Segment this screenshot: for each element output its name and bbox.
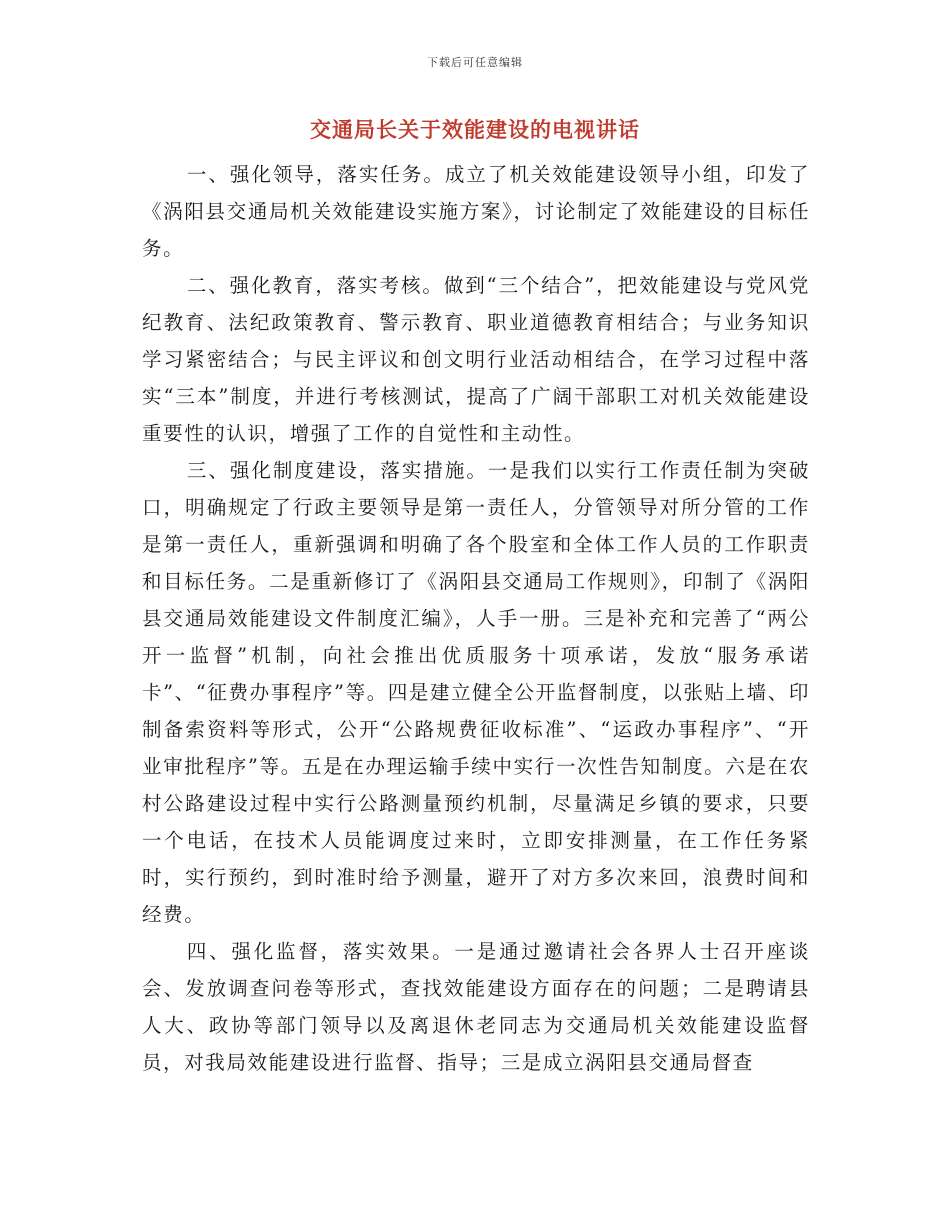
paragraph-2: 二、强化教育，落实考核。做到“三个结合”，把效能建设与党风党纪教育、法纪政策教育、警示教育、职业道德教育相结合；与业务知识学习紧密结合；与民主评议和创文明行业活动相结合，在学习过程中落实“三本”制度，并进行考核测试，提高了广阔干部职工对机关效能建设重要性的认识，增强了工作的自觉性和主动性。 (142, 274, 810, 445)
paragraph-1: 一、强化领导，落实任务。成立了机关效能建设领导小组，印发了《涡阳县交通局机关效能建设实施方案》，讨论制定了效能建设的目标任务。 (142, 163, 810, 260)
document-body (142, 156, 810, 1081)
paragraph-3: 三、强化制度建设，落实措施。一是我们以实行工作责任制为突破口，明确规定了行政主要领导是第一责任人，分管领导对所分管的工作是第一责任人，重新强调和明确了各个股室和全体工作人员的工作职责和目标任务。二是重新修订了《涡阳县交通局工作规则》，印制了《涡阳县交通局效能建设文件制度汇编》，人手一册。三是补充和完善了“两公开一监督”机制，向社会推出优质服务十项承诺，发放“服务承诺卡”、“征费办事程序”等。四是建立健全公开监督制度，以张贴上墙、印制备索资料等形式，公开“公路规费征收标准”、“运政办事程序”、“开业审批程序”等。五是在办理运输手续中实行一次性告知制度。六是在农村公路建设过程中实行公路测量预约机制，尽量满足乡镇的要求，只要一个电话，在技术人员能调度过来时，立即安排测量，在工作任务紧时，实行预约，到时准时给予测量，避开了对方多次来回，浪费时间和经费。 (142, 459, 810, 926)
document-title: 交通局长关于效能建设的电视讲话 (310, 118, 640, 142)
page-header-note: 下载后可任意编辑 (427, 56, 523, 69)
paragraph-4: 四、强化监督，落实效果。一是通过邀请社会各界人士召开座谈会、发放调查问卷等形式，查找效能建设方面存在的问题；二是聘请县人大、政协等部门领导以及离退休老同志为交通局机关效能建设监督员，对我局效能建设进行监督、指导；三是成立涡阳县交通局督查 (142, 940, 810, 1074)
